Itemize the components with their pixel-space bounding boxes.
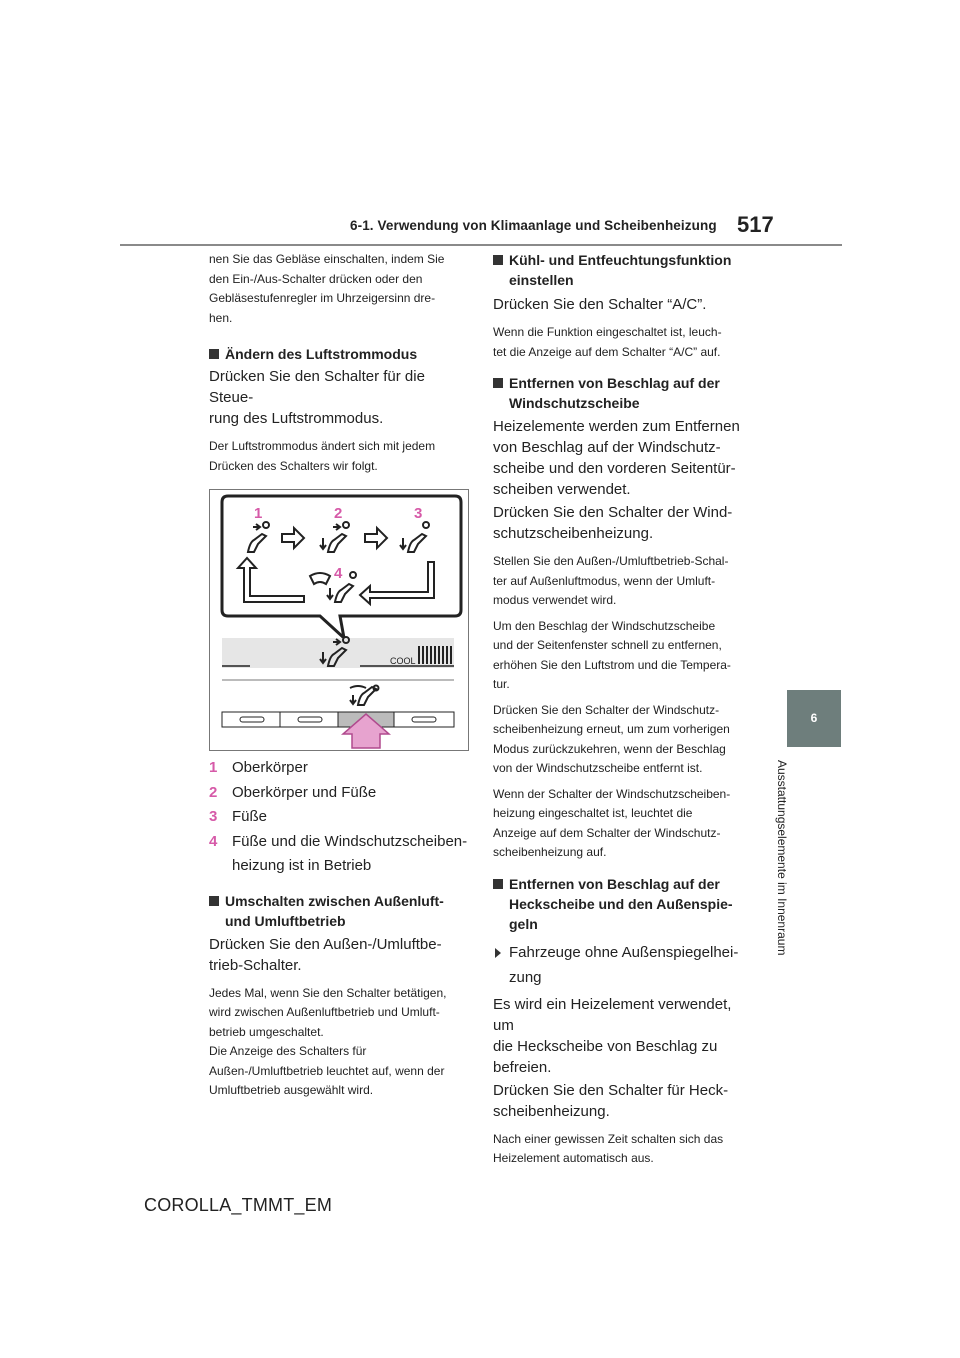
page-header-title: 6-1. Verwendung von Klimaanlage und Scheibenheizung [350, 218, 717, 233]
chapter-label [775, 760, 807, 990]
left-column [209, 250, 471, 1101]
section-body-rear-window-2: Drücken Sie den Schalter für Heck- scheibenheizung. [493, 1081, 729, 1120]
right-column [493, 250, 751, 1169]
section-body-windshield: Heizelemente werden zum Entfernen von Beschlag auf der Windschutz- scheibe und den vorderen Seitentür- scheiben verwendet. [493, 418, 740, 498]
section-note-recirculation: Jedes Mal, wenn Sie den Schalter betätigen, wird zwischen Außenluftbetrieb und Umluft- betrieb umgeschaltet. Die Anzeige des Schalters für Außen-/Umluftbetrieb leuchtet auf, wenn der Umluftbetrieb ausgewählt wird. [209, 985, 447, 1097]
section-heading-ac: Kühl- und Entfeuchtungsfunktion einstellen [493, 250, 751, 290]
list-item: 4 Füße und die Windschutzscheiben- heizung ist in Betrieb [209, 832, 468, 874]
section-note-windshield-1: Stellen Sie den Außen-/Umluftbetrieb-Schal- ter auf Außenluftmodus, wenn der Umluft- modus verwendet wird. [493, 554, 729, 607]
list-item: 1 Oberkörper [209, 759, 308, 776]
mode-label-3: 3 [414, 505, 423, 522]
chapter-tab: 6 [787, 690, 841, 747]
list-item: 2 Oberkörper und Füße [209, 783, 377, 801]
section-note-ac: Wenn die Funktion eingeschaltet ist, leuch- tet die Anzeige auf dem Schalter “A/C” auf. [493, 325, 722, 359]
section-body-ac: Drücken Sie den Schalter “A/C”. [493, 296, 707, 313]
list-item: 3 Füße [209, 808, 268, 825]
section-heading-airflow: Ändern des Luftstrommodus [209, 344, 471, 364]
section-body-airflow: Drücken Sie den Schalter für die Steue- rung des Luftstrommodus. [209, 368, 425, 427]
header-divider [120, 244, 842, 246]
mode-label-4: 4 [334, 565, 343, 582]
intro-text: nen Sie das Gebläse einschalten, indem Sie den Ein-/Aus-Schalter drücken oder den Gebläsestufenregler im Uhrzeigersinn dre- hen. [209, 252, 445, 325]
section-note-airflow: Der Luftstrommodus ändert sich mit jedem Drücken des Schalters wir folgt. [209, 439, 436, 473]
section-body-windshield-2: Drücken Sie den Schalter der Wind- schutzscheibenheizung. [493, 504, 733, 542]
section-heading-windshield: Entfernen von Beschlag auf der Windschutzscheibe [493, 373, 751, 413]
triangle-bullet-icon [495, 948, 501, 958]
section-note-windshield-3: Drücken Sie den Schalter der Windschutz- scheibenheizung erneut, um zum vorherigen Modus zurückzukehren, wenn der Beschlag von der Windschutzscheibe entfernt ist. [493, 702, 730, 775]
section-note-rear-window: Nach einer gewissen Zeit schalten sich das Heizelement automatisch aus. [493, 1131, 724, 1165]
footer-document-code: COROLLA_TMMT_EM [144, 1195, 333, 1215]
display-cool-text: COOL [390, 656, 416, 666]
chapter-label-text: Ausstattungselemente im Innenraum [775, 760, 789, 956]
section-note-windshield-2: Um den Beschlag der Windschutzscheibe und der Seitenfenster schnell zu entfernen, erhöhen Sie den Luftstrom und die Tempera- tur. [493, 618, 731, 691]
section-body-rear-window: Es wird ein Heizelement verwendet, um die Heckscheibe von Beschlag zu befreien. [493, 995, 732, 1076]
section-body-recirculation: Drücken Sie den Außen-/Umluftbe- trieb-Schalter. [209, 935, 442, 974]
page-number: 517 [737, 212, 774, 237]
section-note-windshield-4: Wenn der Schalter der Windschutzscheiben- heizung eingeschaltet ist, leuchtet die Anzeige auf dem Schalter der Windschutz- scheibenheizung auf. [493, 786, 731, 859]
airflow-mode-illustration [209, 489, 469, 751]
mode-label-2: 2 [334, 505, 343, 522]
fan-level-bars [418, 646, 452, 664]
section-heading-rear-window: Entfernen von Beschlag auf der Heckscheibe und den Außenspie- geln [493, 874, 751, 934]
vehicle-variant-bullet: Fahrzeuge ohne Außenspiegelhei- zung [493, 940, 751, 990]
mode-label-1: 1 [254, 505, 263, 522]
section-heading-recirculation: Umschalten zwischen Außenluft- und Umluftbetrieb [209, 891, 471, 931]
mode-button-icon [350, 686, 379, 706]
